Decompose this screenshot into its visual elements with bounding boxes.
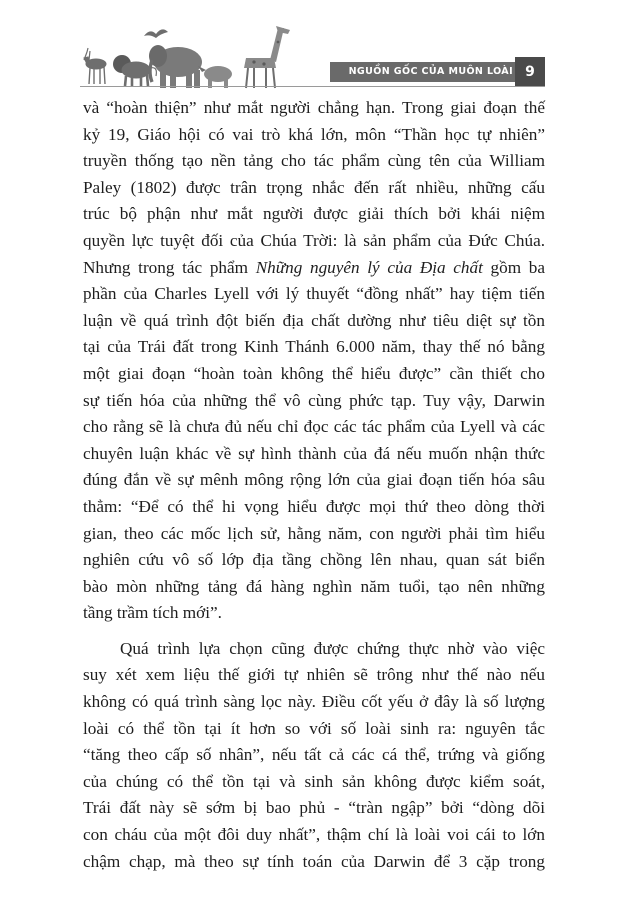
paragraph — [83, 636, 545, 875]
text-line: trúc bộ phận như mắt người được giải thích bởi khái niệm — [83, 204, 545, 224]
text-line: bào mòn những tảng đá hàng nghìn năm tuổi, tạo nên những — [83, 576, 545, 596]
page-number: 9 — [525, 64, 535, 80]
text-line: nghiên cứu vô số lớp địa tầng chồng lên nhau, quan sát biển — [83, 550, 545, 570]
text-line: đúng đắn về sự mênh mông rộng lớn của giai đoạn tiến hóa sâu — [83, 470, 545, 490]
text-line: suy xét xem liệu thế giới tự nhiên sẽ trông như thế nào nếu — [83, 665, 545, 685]
text-line: luận về quá trình đột biến địa chất dường như tiêu diệt sự tồn — [83, 310, 545, 330]
text-line: truyền thống tạo nền tảng cho tác phẩm cùng tên của William — [83, 151, 545, 171]
text-segment: Nhưng trong tác phẩm — [83, 257, 256, 277]
text-line: cho rằng sẽ là chưa đủ nếu chỉ đọc các tác phẩm của Lyell và các — [83, 417, 545, 437]
text-line: chậm chạp, mà theo sự tính toán của Darwin để 3 cặp trong — [83, 851, 545, 871]
header-rule — [80, 86, 545, 87]
gazelle-icon — [84, 48, 106, 84]
text-line: gian, theo các mốc lịch sử, hằng năm, con người phải tìm hiểu — [83, 523, 545, 543]
text-line: không có quá trình sàng lọc này. Điều cốt yếu ở đây là số lượng — [83, 692, 545, 712]
text-line: tại của Trái đất trong Kinh Thánh 6.000 năm, thay thế nó bằng — [83, 337, 545, 357]
text-line: chuyên luận khác về sự hình thành của đá nếu muốn nhận thức — [83, 443, 545, 463]
text-segment: gồm ba — [482, 257, 545, 277]
text-line: “tăng theo cấp số nhân”, nếu tất cả các cá thể, trứng và giống — [83, 745, 545, 765]
text-line: loài có thể tồn tại ít hơn so với số loài sinh ra: nguyên tắc — [83, 718, 545, 738]
text-line: Trái đất này sẽ sớm bị bao phủ - “tràn ngập” bởi “dòng dõi — [83, 798, 545, 818]
text-line: của chúng có thể tồn tại và sinh sản không được kiểm soát, — [83, 771, 545, 791]
text-line: Paley (1802) được trân trọng nhắc đến rất nhiều, những cấu — [83, 177, 545, 197]
text-line: một giai đoạn “hoàn toàn không thể hiểu được” cần thiết cho — [83, 363, 545, 383]
text-line: quyền lực tuyệt đối của Chúa Trời: là sản phẩm của Đức Chúa. — [83, 230, 545, 250]
body-text — [83, 95, 545, 875]
text-line: phần của Charles Lyell với lý thuyết “đồng nhất” hay tiệm tiến — [83, 284, 545, 304]
animals-illustration — [78, 20, 338, 92]
text-line: Quá trình lựa chọn cũng được chứng thực nhờ vào việc — [120, 638, 545, 658]
text-line: sự tiến hóa của những thể vô cùng phức tạp. Tuy vậy, Darwin — [83, 390, 545, 410]
text-line: kỷ 19, Giáo hội có vai trò khá lớn, môn “Thần học tự nhiên” — [83, 124, 545, 144]
rhino-icon — [198, 66, 232, 88]
giraffe-icon — [244, 26, 290, 88]
bird-icon — [144, 29, 168, 38]
text-line: và “hoàn thiện” như mắt người chẳng hạn. Trong giai đoạn thế — [83, 98, 545, 117]
paragraph-gap — [83, 627, 545, 636]
elephant-icon — [149, 45, 202, 88]
text-line — [83, 255, 545, 282]
text-line: con cháu của một đôi duy nhất”, thậm chí là loài voi cái to lớn — [83, 825, 545, 845]
text-line: thẳm: “Để có thể hi vọng hiểu được mọi thứ theo dòng thời — [83, 496, 545, 516]
book-title-italic: Những nguyên lý của Địa chất — [255, 257, 483, 277]
text-line: tầng trầm tích mới”. — [83, 603, 222, 623]
running-header-title: NGUỒN GỐC CỦA MUÔN LOÀI — [348, 66, 513, 77]
paragraph — [83, 95, 545, 627]
